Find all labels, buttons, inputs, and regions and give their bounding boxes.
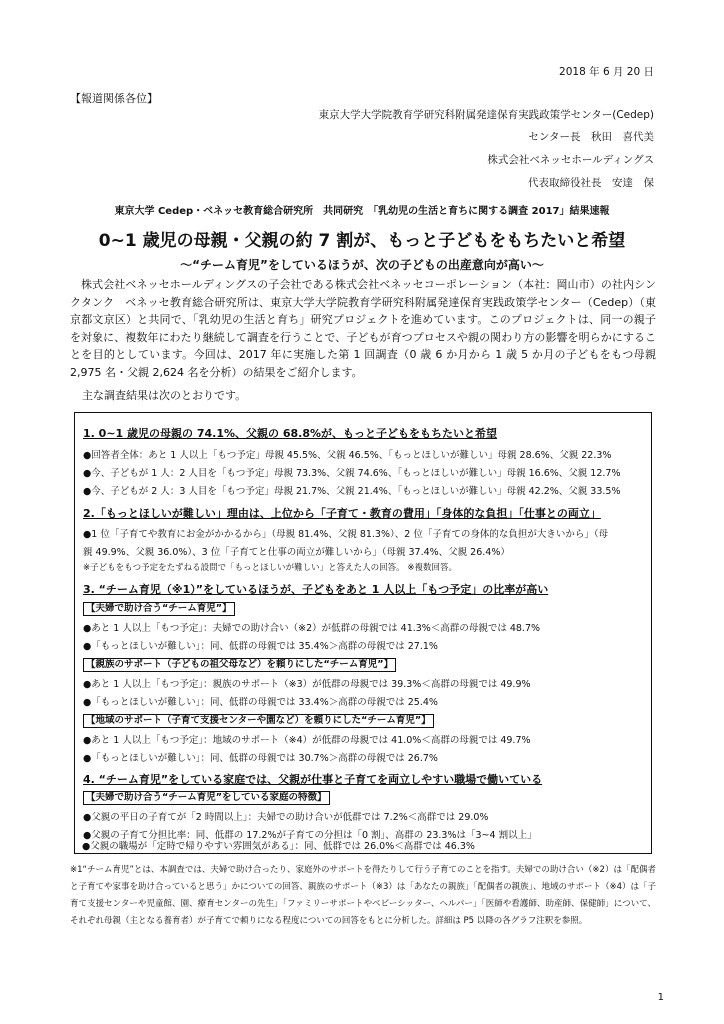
finding-4-title: 4. “チーム育児”をしている家庭では、父親が仕事と子育てを両立しやすい職場で働いている — [83, 773, 543, 786]
finding-3-group-label: 【親族のサポート（子どもの祖父母など）を頼りにした“チーム育児”】 — [83, 658, 396, 672]
finding-3-line: ●あと 1 人以上「もつ予定」：地域のサポート（※4）が低群の母親では 41.0%＜高群の母親では 49.7% — [83, 735, 531, 746]
finding-1-line: ●今、子どもが 2 人：3 人目を「もつ予定」母親 21.7%、父親 21.4%、「もっとほしいが難しい」母親 42.2%、父親 33.5% — [83, 486, 621, 497]
page-subtitle: ～“チーム育児”をしているほうが、次の子どもの出産意向が高い～ — [180, 258, 544, 272]
finding-3-line: ●あと 1 人以上「もつ予定」：親族のサポート（※3）が低群の母親では 39.3%＜高群の母親では 49.9% — [83, 679, 531, 690]
addressee: 【報道関係各位】 — [70, 92, 158, 105]
research-subheading: 東京大学 Cedep・ベネッセ教育総合研究所 共同研究 「乳幼児の生活と育ちに関する調査 2017」結果速報 — [114, 206, 610, 217]
footnote: ※1“チーム育児”とは、本調査では、夫婦で助け合ったり、家庭外のサポートを得たりして行う子育てのことを指す。夫婦での助け合い（※2）は「配偶者と子育てや家事を助け合っていると思う」かについての回答、親族のサポート（※3）は「あなたの親族」「配偶者の親族」、地域のサポート（※4）は「子育て支援センターや児童館、園、療育センターの先生」「ファミリーサポートやベビーシッター、ヘルパー」「医師や看護師、助産師、保健師」について、それぞれ母親（主となる養育者）が子育てで頼りになる程度についての回答をもとに分析した。詳細は P5 以降の各グラフ注釈を参照。 — [70, 865, 656, 926]
finding-2-line: 親 49.9%、父親 36.0%）、3 位「子育てと仕事の両立が難しいから」（母親 37.4%、父親 26.4%） — [83, 547, 510, 558]
finding-4-line: ●父親の平日の子育てが「2 時間以上」：夫婦での助け合いが低群では 7.2%＜高群では 29.0% — [83, 812, 489, 823]
finding-2-line: ●1 位「子育てや教育にお金がかかるから」（母親 81.4%、父親 81.3%）、2 位「子育ての身体的な負担が大きいから」（母 — [83, 529, 609, 540]
intro-lead: 主な調査結果は次のとおりです。 — [82, 389, 247, 402]
finding-3-group-label: 【地域のサポート（子育て支援センターや園など）を頼りにした“チーム育児”】 — [83, 714, 434, 728]
finding-1-line: ●回答者全体：あと 1 人以上「もつ予定」母親 45.5%、父親 46.5%、「もっとほしいが難しい」母親 28.6%、父親 22.3% — [83, 450, 612, 461]
finding-3-line: ●あと 1 人以上「もつ予定」：夫婦での助け合い（※2）が低群の母親では 41.3%＜高群の母親では 48.7% — [83, 623, 541, 634]
intro-paragraph: 株式会社ベネッセホールディングスの子会社である株式会社ベネッセコーポレーション（本社：岡山市）の社内シンクタンク ベネッセ教育総合研究所は、東京大学大学院教育学研究科附属発達保育実践政策学センター（Cedep）（東京都文京区）と共同で、「乳幼児の生活と育ち」研究プロジェクトを進めています。このプロジェクトは、同一の親子を対象に、複数年にわたり継続して調査を行うことで、子どもが育つプロセスや親の関わり方の影響を明らかにすることを目的としています。今回は、2017 年に実施した第 1 回調査（0 歳 6 か月から 1 歳 5 か月の子どもをもつ母親 2,975 名・父親 2,624 名を分析）の結果をご紹介します。 — [70, 278, 656, 379]
finding-3-line: ●「もっとほしいが難しい」：同、低群の母親では 30.7%＞高群の母親では 26.7% — [83, 753, 438, 764]
finding-2-title: 2.「もっとほしいが難しい」理由は、上位から「子育て・教育の費用」「身体的な負担」「仕事との両立」 — [83, 507, 601, 520]
findings-box — [74, 412, 652, 854]
finding-1-line: ●今、子どもが 1 人：2 人目を「もつ予定」母親 73.3%、父親 74.6%、「もっとほしいが難しい」母親 16.6%、父親 12.7% — [83, 468, 621, 479]
finding-4-line: ●父親の子育て分担比率：同、低群の 17.2%が子育ての分担は「0 割」、高群の 23.3%は「3~4 割以上」 — [83, 830, 537, 841]
finding-4-line: ●父親の職場が「定時で帰りやすい雰囲気がある」：同、低群では 26.0%＜高群では 46.3% — [82, 841, 475, 852]
page-number: 1 — [657, 992, 664, 1003]
release-date: 2018 年 6 月 20 日 — [559, 66, 654, 78]
sender-org-1: 東京大学大学院教育学研究科附属発達保育実践政策学センター(Cedep) — [318, 109, 654, 121]
finding-4-group-label: 【夫婦で助け合う“チーム育児”をしている家庭の特徴】 — [83, 791, 330, 805]
finding-1-title: 1. 0~1 歳児の母親の 74.1%、父親の 68.8%が、もっと子どもをもちたいと希望 — [83, 427, 497, 440]
sender-org-2: 株式会社ベネッセホールディングス — [487, 154, 654, 166]
sender-person-1: センター長 秋田 喜代美 — [528, 131, 654, 143]
page-title: 0~1 歳児の母親・父親の約 7 割が、もっと子どもをもちたいと希望 — [98, 231, 626, 251]
sender-person-2: 代表取締役社長 安達 保 — [528, 177, 654, 189]
finding-3-title: 3. “チーム育児（※1）”をしているほうが、子どもをあと 1 人以上「もつ予定」の比率が高い — [83, 583, 549, 596]
finding-3-group-label: 【夫婦で助け合う“チーム育児”】 — [83, 602, 235, 616]
finding-2-note: ※子どもをもつ予定をたずねる設問で「もっとほしいが難しい」と答えた人の回答。 ※複数回答。 — [83, 563, 457, 573]
finding-3-line: ●「もっとほしいが難しい」：同、低群の母親では 33.4%＞高群の母親では 25.4% — [83, 697, 438, 708]
finding-3-line: ●「もっとほしいが難しい」：同、低群の母親では 35.4%＞高群の母親では 27.1% — [83, 641, 438, 652]
